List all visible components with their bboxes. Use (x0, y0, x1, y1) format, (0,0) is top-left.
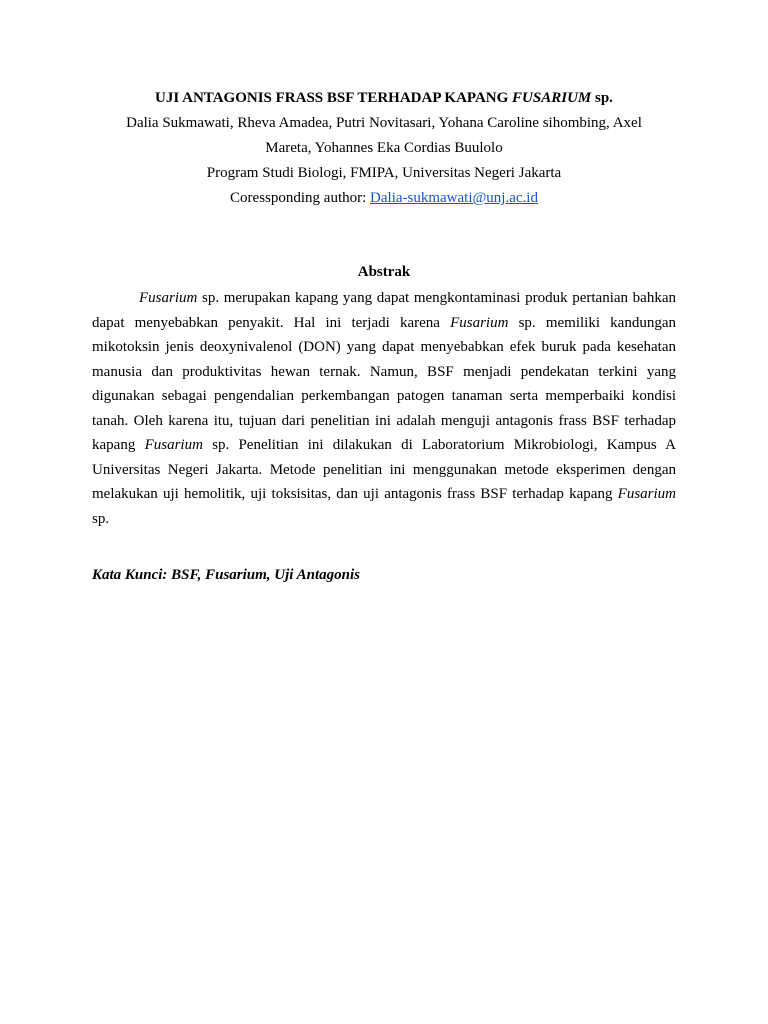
abstract-text-3: sp. Penelitian ini dilakukan di Laboratorium Mikrobiologi, Kampus A Universitas Negeri Jakarta. Metode penelitian ini menggunakan metode eksperimen dengan melakukan uji hemolitik, uji toksisitas, dan uji antagonis frass BSF terhadap kapang (92, 437, 676, 502)
abstract-body (92, 286, 676, 531)
abstract-italic-4: Fusarium (617, 486, 676, 502)
author-list (92, 111, 676, 161)
abstract-heading: Abstrak (357, 264, 411, 280)
corresponding-label: Coressponding author: (230, 190, 371, 206)
abstract-italic-1: Fusarium (139, 290, 198, 306)
abstract-text-2: sp. memiliki kandungan mikotoksin jenis deoxynivalenol (DON) yang dapat menyebabkan efek buruk pada kesehatan manusia dan produktivitas hewan ternak. Namun, BSF menjadi pendekatan terkini yang digunakan sebagai pengendalian perkembangan patogen tanaman serta memperbaiki kondisi tanah. Oleh karena itu, tujuan dari penelitian ini adalah menguji antagonis frass BSF terhadap kapang (92, 314, 676, 453)
title-suffix: sp. (591, 90, 613, 106)
corresponding-author (92, 186, 676, 211)
author-line-2: Mareta, Yohannes Eka Cordias Buulolo (265, 140, 503, 156)
title-prefix: UJI ANTAGONIS FRASS BSF TERHADAP KAPANG (155, 90, 513, 106)
paper-header (92, 86, 676, 211)
corresponding-email-link[interactable]: Dalia-sukmawati@unj.ac.id (370, 190, 538, 206)
abstract-text-1: sp. merupakan kapang yang dapat mengkontaminasi produk pertanian bahkan dapat menyebabkan penyakit. Hal ini terjadi karena (92, 290, 676, 331)
title-genus: FUSARIUM (512, 90, 592, 106)
abstract-italic-3: Fusarium (144, 437, 203, 453)
paper-title (92, 86, 676, 111)
abstract-text-4: sp. (92, 510, 110, 527)
keywords: Kata Kunci: BSF, Fusarium, Uji Antagonis (92, 567, 361, 583)
abstract-italic-2: Fusarium (450, 314, 509, 331)
author-line-1: Dalia Sukmawati, Rheva Amadea, Putri Novitasari, Yohana Caroline sihombing, Axel (126, 115, 642, 131)
affiliation: Program Studi Biologi, FMIPA, Universitas Negeri Jakarta (206, 165, 562, 181)
